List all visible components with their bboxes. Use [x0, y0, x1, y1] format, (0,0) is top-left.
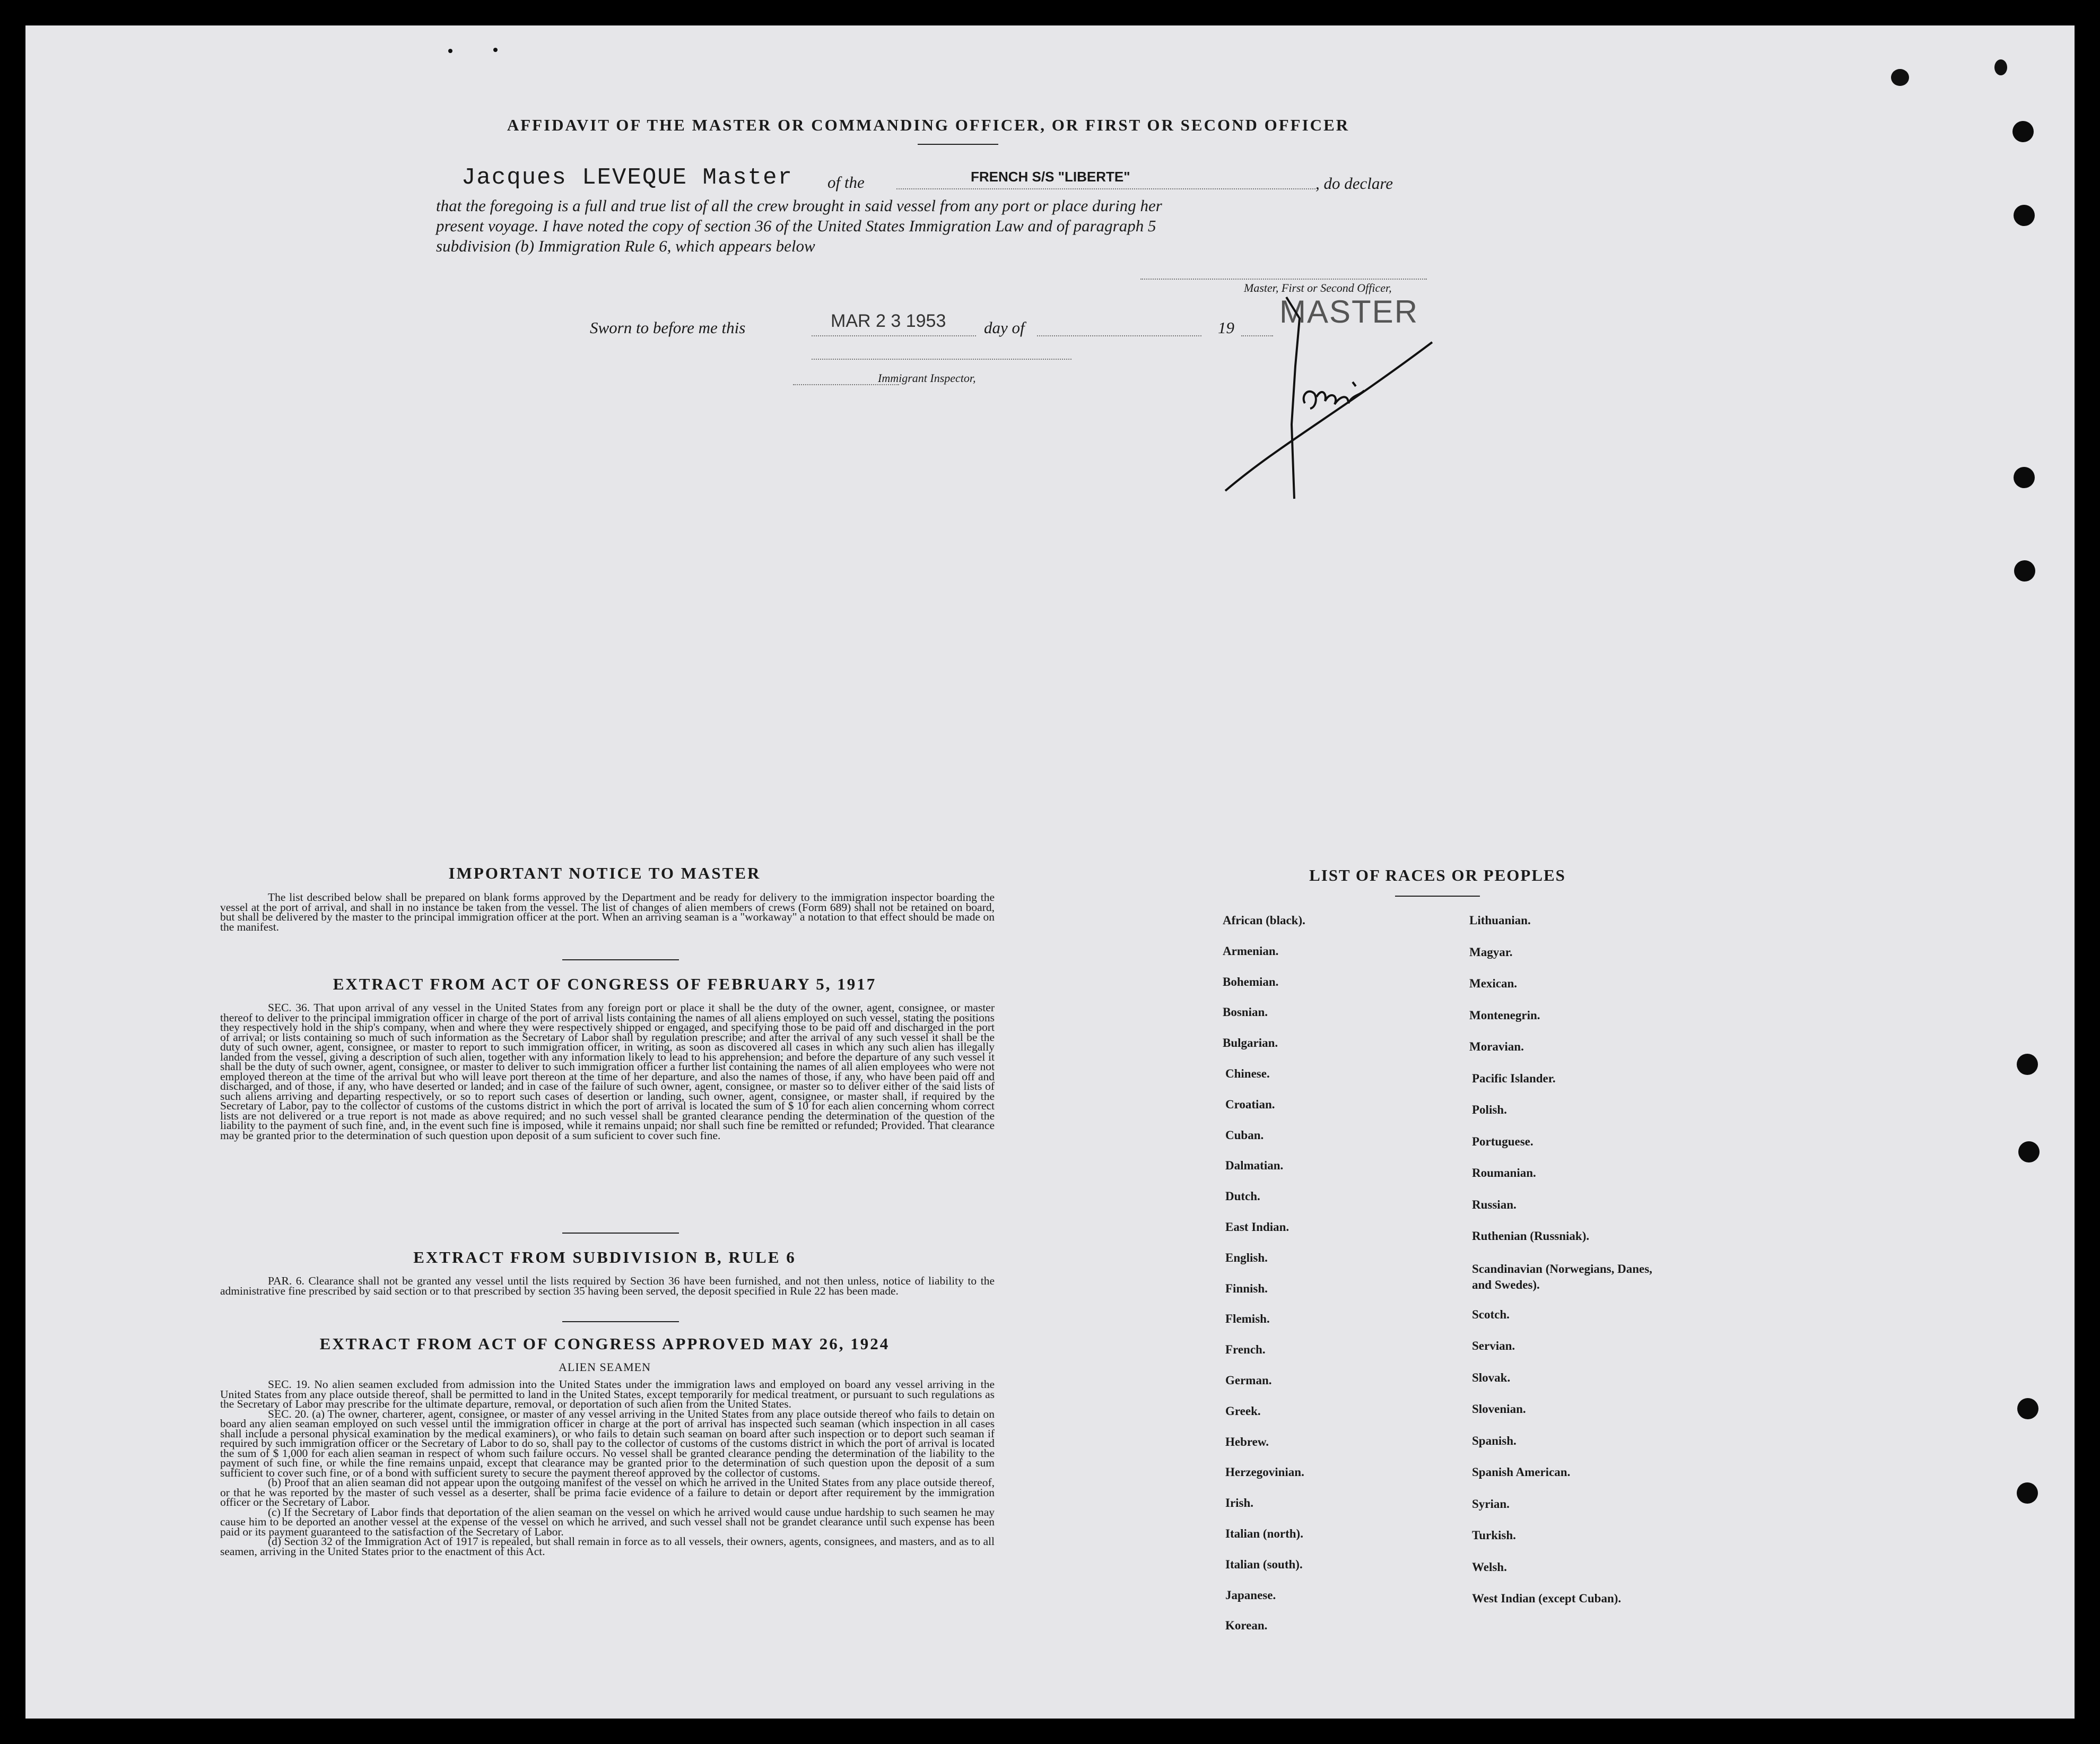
section-20d-paragraph: (d) Section 32 of the Immigration Act of 1917 is repealed, but shall remain in force as to all vessels, their owners, agents, consignees, and masters, and as to all seamen, arriving in the United States prior to the enactment of this Act.: [220, 1535, 995, 1558]
binder-hole: [2017, 1398, 2038, 1419]
race-item: Spanish.: [1472, 1434, 1517, 1447]
race-item: Moravian.: [1469, 1040, 1524, 1053]
race-item: Flemish.: [1225, 1312, 1270, 1326]
inspector-top-line: [812, 359, 1071, 360]
ink-blot: [1891, 69, 1909, 86]
vessel-line: [896, 188, 1315, 189]
master-name: Jacques LEVEQUE Master: [461, 164, 793, 191]
race-item: Montenegrin.: [1469, 1008, 1540, 1022]
binder-hole: [2014, 560, 2035, 582]
extract-1924-subtitle: ALIEN SEAMEN: [559, 1360, 651, 1374]
section-20c-paragraph: (c) If the Secretary of Labor finds that deportation of the alien seaman on the vessel on which he arrived would cause undue hardship to such seamen he may cause him to be deported an another vessel at the expense of the vessel on which he arrived, and such vessel shall not be grandet clearance until such expense has been paid or its payment guaranteed to the satisfaction of the Secretary of Labor.: [220, 1505, 995, 1538]
vessel-name: FRENCH S/S "LIBERTE": [971, 169, 1130, 185]
section-36-paragraph: SEC. 36. That upon arrival of any vessel in the United States from any foreign port or place it shall be the duty of the owner, agent, consignee, or master thereof to deliver to the principal immigration officer in charge of the port of arrival lists containing the names of all aliens employed on such vessel, stating the positions they respectively hold in the ship's company, when and where they were respectively shipped or engaged, and specifying those to be paid off and discharged in the port of arrival; or lists containing so much of such information as the Secretary of Labor shall by regulation prescribe; and after the arrival of any such vessel it shall be the duty of such owner, agent, consignee, or master to report to such immigration officer, in writing, as soon as discovered all cases in which any such alien has illegally landed from the vessel, giving a description of such alien, together with any information likely to lead to his apprehension; and before the departure of any such vessel it shall be the duty of such owner, agent, consignee, or master to deliver to such immigration officer a further list containing the names of all alien employees who were not employed thereon at the time of the arrival but who will leave port thereon at the time of her departure, and also the names of those, if any, who have been paid off and discharged, and of those, if any, who have deserted or landed; and in case of the failure of such owner, agent, consignee, or master so to deliver either of the said lists of such aliens arriving and departing respectively, or so to report such cases of desertion or landing, such owner, agent, consignee, or master shall, if required by the Secretary of Labor, pay to the collector of customs of the customs district in which the port of arrival is located the sum of $ 10 for each alien concerning whom correct lists are not delivered or a true report is not made as above required; and no such vessel shall be granted clearance pending the determination of the question of the liability to the payment of such fine, and, in the event such fine is imposed, while it remains unpaid; nor shall such fine be remitted or refunded; Provided. That clearance may be granted prior to the determination of such question upon deposit of a sum suficient to cover such fine.: [220, 1001, 995, 1142]
race-item: Finnish.: [1225, 1281, 1268, 1295]
affidavit-line-3: present voyage. I have noted the copy of section 36 of the United States Immigration Law and of paragraph 5: [436, 216, 1156, 235]
race-item: Italian (south).: [1225, 1557, 1303, 1571]
race-item: Herzegovinian.: [1225, 1465, 1304, 1479]
subdivision-text: [220, 1276, 995, 1296]
binder-hole: [2018, 1141, 2040, 1162]
do-declare: , do declare: [1315, 174, 1393, 193]
title-rule: [918, 144, 998, 145]
year-prefix: 19: [1218, 318, 1234, 337]
race-item: Ruthenian (Russniak).: [1472, 1229, 1590, 1243]
race-item: Japanese.: [1225, 1588, 1276, 1602]
ink-speck: [493, 48, 498, 52]
races-title-rule: [1395, 896, 1480, 897]
extract-1924-text: [220, 1379, 995, 1556]
par-6-paragraph: PAR. 6. Clearance shall not be granted any vessel until the lists required by Section 36 have been furnished, and not then unless, notice of liability to the administrative fine prescribed by said section or to that prescribed by section 35 having been served, the deposit specified in Rule 22 has been made.: [220, 1274, 995, 1297]
date-line: [812, 335, 976, 336]
binder-hole: [2014, 205, 2035, 226]
day-of-label: day of: [984, 318, 1025, 337]
race-item: West Indian (except Cuban).: [1472, 1592, 1622, 1605]
race-item: Chinese.: [1225, 1067, 1270, 1080]
race-item: Croatian.: [1225, 1097, 1275, 1111]
officer-label: Master, First or Second Officer,: [1244, 281, 1392, 294]
binder-hole: [2017, 1054, 2038, 1075]
race-item: Slovenian.: [1472, 1402, 1526, 1416]
section-rule: [562, 959, 679, 960]
race-item: English.: [1225, 1251, 1268, 1264]
affidavit-line-4: subdivision (b) Immigration Rule 6, which appears below: [436, 237, 815, 255]
sworn-label: Sworn to before me this: [590, 318, 746, 337]
races-title: LIST OF RACES OR PEOPLES: [1309, 866, 1566, 884]
officer-line: [1140, 279, 1427, 280]
race-item: Greek.: [1225, 1404, 1261, 1418]
race-item: French.: [1225, 1343, 1266, 1357]
race-item: Lithuanian.: [1469, 914, 1531, 927]
race-item: Welsh.: [1472, 1560, 1507, 1574]
race-item: Scotch.: [1472, 1307, 1510, 1321]
race-item: Magyar.: [1469, 945, 1513, 959]
ink-speck: [448, 49, 452, 53]
affidavit-line-2: that the foregoing is a full and true list of all the crew brought in said vessel from any port or place during her: [436, 196, 1162, 215]
race-item: African (black).: [1223, 914, 1305, 927]
race-item: Dalmatian.: [1225, 1159, 1284, 1173]
race-item: Slovak.: [1472, 1370, 1511, 1384]
race-item: Armenian.: [1223, 944, 1279, 958]
race-item: Portuguese.: [1472, 1134, 1533, 1148]
race-item: Russian.: [1472, 1198, 1517, 1211]
subdivision-title: EXTRACT FROM SUBDIVISION B, RULE 6: [413, 1248, 796, 1266]
notice-text: [220, 892, 995, 932]
race-item: Polish.: [1472, 1103, 1507, 1116]
affidavit-title: AFFIDAVIT OF THE MASTER OR COMMANDING OFFICER, OR FIRST OR SECOND OFFICER: [507, 116, 1350, 134]
race-item: Italian (north).: [1225, 1527, 1303, 1540]
race-item: Cuban.: [1225, 1128, 1264, 1142]
section-20a-paragraph: SEC. 20. (a) The owner, charterer, agent, consignee, or master of any vessel arriving in the United States from any place outside thereof who fails to detain on board any alien seaman employed on such vessel until the immigration officer in charge at the port of arrival has inspected such seaman (which inspection in all cases shall include a personal physical examination by the medical examiners), or who fails to detain such seaman on board after such inspection or to deport such seaman if required by such immigration officer or the Secretary of Labor to do so, shall pay to the collector of customs of the customs district in which the port of arrival is located the sum of $ 1,000 for each alien seaman in respect of whom such failure occurs. No vessel shall be granted clearance pending the determination of the liability to the payment of such fine, or while the fine remains unpaid, except that clearance may be granted prior to the determination of such question upon the deposit of a sum sufficient to cover such fine, or of a bond with sufficient surety to secure the payment thereof approved by the collector of customs.: [220, 1407, 995, 1479]
section-19-paragraph: SEC. 19. No alien seamen excluded from admission into the United States under the immigration laws and employed on board any vessel arriving in the United States from any place outside thereof, shall be permitted to land in the United States, except temporarily for medical treatment, or pursuant to such regulations as the Secretary of Labor may prescribe for the ultimate departure, removal, or deportation of such alien from the United States.: [220, 1378, 995, 1410]
rank-stamp: MASTER: [1279, 294, 1419, 329]
ink-blot: [1994, 59, 2007, 75]
extract-1924-title: EXTRACT FROM ACT OF CONGRESS APPROVED MAY 26, 1924: [319, 1334, 890, 1353]
race-item: Spanish American.: [1472, 1465, 1571, 1479]
extract-1917-text: [220, 1003, 995, 1140]
race-item: East Indian.: [1225, 1220, 1289, 1234]
race-item: Pacific Islander.: [1472, 1071, 1556, 1085]
race-item: Scandinavian (Norwegians, Danes, and Swedes).: [1472, 1262, 1652, 1291]
master-signature: [1220, 287, 1443, 509]
race-item: Bosnian.: [1223, 1005, 1268, 1019]
section-rule: [562, 1233, 679, 1234]
race-item: Syrian.: [1472, 1497, 1510, 1511]
race-item: Bohemian.: [1223, 975, 1279, 988]
race-item: Mexican.: [1469, 977, 1518, 990]
notice-paragraph: The list described below shall be prepared on blank forms approved by the Department and be ready for delivery to the immigration inspector boarding the vessel at the port of arrival, and shall in no instance be taken from the vessel. The list of changes of alien members of crews (Form 689) shall not be retained on board, but shall be delivered by the master to the principal immigration officer at the port. When an arriving seaman is a "workaway" a notation to that effect should be made on the manifest.: [220, 891, 995, 933]
notice-title: IMPORTANT NOTICE TO MASTER: [448, 864, 761, 882]
extract-1917-title: EXTRACT FROM ACT OF CONGRESS OF FEBRUARY 5, 1917: [333, 975, 877, 993]
binder-hole: [2012, 121, 2034, 142]
month-line: [1037, 335, 1201, 336]
race-item: Bulgarian.: [1223, 1036, 1278, 1050]
race-item: Turkish.: [1472, 1529, 1516, 1542]
race-item: Servian.: [1472, 1339, 1515, 1352]
of-the-label: of the: [827, 173, 865, 192]
race-item: Korean.: [1225, 1619, 1268, 1633]
section-rule: [562, 1321, 679, 1322]
section-20b-paragraph: (b) Proof that an alien seaman did not appear upon the outgoing manifest of the vessel on which he arrived in the United States from any place outside thereof, or that he was reported by the master of such vessel as a deserter, shall be prima facie evidence of a failure to detain or deport after requirement by the immigration officer or the Secretary of Labor.: [220, 1476, 995, 1508]
race-item: Dutch.: [1225, 1190, 1260, 1203]
binder-hole: [2014, 467, 2035, 488]
race-item: Hebrew.: [1225, 1435, 1269, 1448]
race-item: German.: [1225, 1374, 1272, 1387]
date-stamp: MAR 2 3 1953: [831, 311, 946, 331]
race-item: Irish.: [1225, 1496, 1254, 1510]
race-item: Roumanian.: [1472, 1166, 1536, 1179]
inspector-label: Immigrant Inspector,: [878, 371, 976, 385]
binder-hole: [2017, 1482, 2038, 1504]
